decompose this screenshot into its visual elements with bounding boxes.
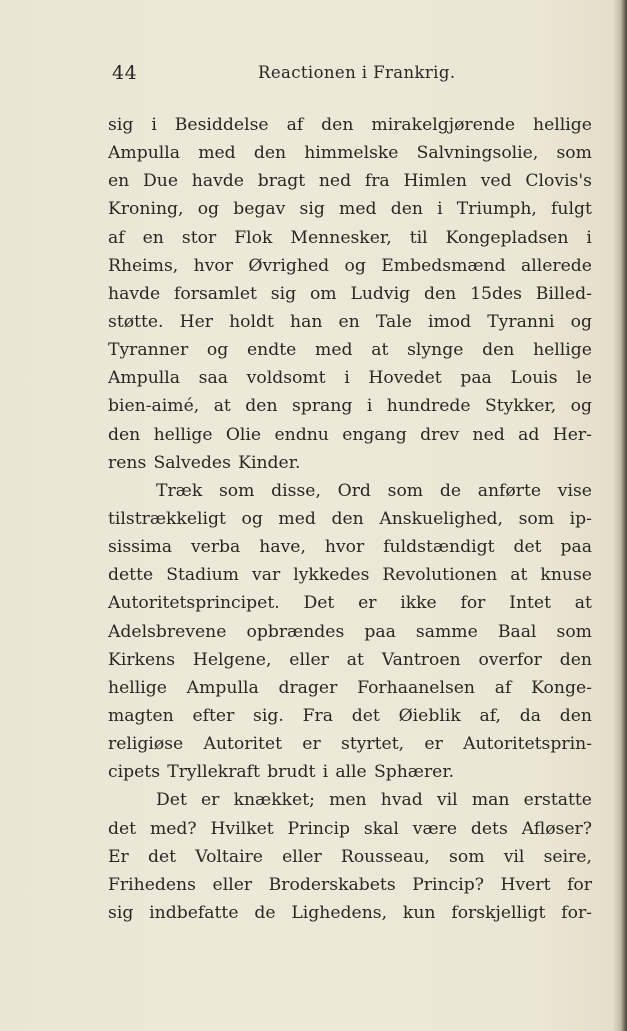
- text-line: [108, 815, 592, 843]
- word: som: [556, 621, 592, 642]
- word: den: [321, 115, 354, 135]
- word: skal: [363, 818, 399, 839]
- text-line: [108, 336, 592, 364]
- word: Det: [303, 593, 335, 614]
- word: forskjelligt: [451, 902, 546, 923]
- word: at: [510, 565, 528, 586]
- word: imod: [428, 311, 472, 332]
- word: Ampulla: [108, 368, 181, 389]
- text-line: [108, 252, 592, 280]
- word: ad: [518, 424, 540, 445]
- word: Intet: [509, 593, 552, 614]
- word: seire,: [543, 846, 592, 867]
- word: som: [556, 143, 592, 164]
- word: hvad: [380, 790, 423, 811]
- word: ip-: [569, 508, 592, 529]
- word: i: [344, 368, 350, 389]
- text-line: [108, 618, 592, 646]
- word: dets: [470, 818, 508, 839]
- word: den: [482, 340, 515, 361]
- word: i: [586, 227, 592, 248]
- word: fuldstændigt: [383, 537, 495, 558]
- text-line: [108, 111, 592, 139]
- word: er: [201, 790, 220, 811]
- text-line: [108, 364, 592, 392]
- word: er: [424, 734, 443, 755]
- word: Kroning,: [108, 199, 184, 220]
- word: Princip?: [412, 874, 484, 895]
- word: religiøse: [108, 734, 184, 755]
- word: Tale: [375, 311, 412, 332]
- word: Tryllekraft: [167, 762, 260, 783]
- text-line: [108, 730, 592, 758]
- word: en: [142, 227, 164, 248]
- word: og: [570, 311, 592, 332]
- word: af: [494, 677, 512, 698]
- word: begav: [233, 199, 286, 220]
- word: sig: [108, 902, 134, 923]
- word: Autoritetsprincipet.: [108, 593, 280, 614]
- word: Anskuelighed,: [379, 508, 503, 529]
- word: ned: [472, 424, 505, 445]
- word: Broderskabets: [268, 874, 396, 895]
- word: Louis: [510, 368, 558, 389]
- word: Kinder.: [238, 452, 301, 473]
- word: den: [253, 143, 287, 164]
- word: med: [339, 199, 377, 220]
- word: støtte.: [108, 311, 164, 332]
- text-line: [108, 786, 592, 814]
- word: sig: [299, 199, 325, 220]
- word: han: [290, 311, 323, 332]
- body-text: [108, 111, 592, 927]
- text-line: [108, 392, 592, 420]
- word: Stykker,: [485, 396, 557, 417]
- word: Himlen: [403, 171, 467, 192]
- word: endte: [246, 340, 297, 361]
- word: Øieblik: [398, 705, 461, 726]
- word: engang: [342, 424, 407, 445]
- word: opbrændes: [246, 621, 345, 642]
- word: en: [338, 311, 360, 332]
- word: Lighedens,: [291, 902, 388, 923]
- word: Kongepladsen: [445, 227, 569, 248]
- page-edge-shadow: [613, 0, 627, 1031]
- word: det: [351, 705, 380, 726]
- word: eller: [282, 846, 322, 867]
- word: overfor: [478, 649, 542, 670]
- word: Ampulla: [186, 677, 259, 698]
- word: med: [198, 143, 236, 164]
- word: Rousseau,: [340, 846, 430, 867]
- word: og: [197, 199, 220, 220]
- word: tilstrækkeligt: [108, 508, 226, 529]
- word: med?: [149, 818, 197, 839]
- word: stor: [181, 227, 217, 248]
- word: drev: [420, 424, 460, 445]
- word: hundrede: [386, 396, 471, 417]
- word: for: [460, 593, 486, 614]
- word: havde: [108, 283, 161, 304]
- text-line: [108, 421, 592, 449]
- word: endnu: [274, 424, 329, 445]
- word: Forhaanelsen: [357, 677, 476, 698]
- word: paa: [460, 368, 492, 389]
- text-line: [108, 195, 592, 223]
- word: forsamlet: [174, 283, 257, 304]
- word: Ludvig: [350, 283, 411, 304]
- word: Besiddelse: [174, 115, 269, 135]
- text-line: [108, 589, 592, 617]
- word: Her-: [552, 424, 592, 445]
- word: indbefatte: [149, 902, 239, 923]
- word: som: [518, 508, 555, 529]
- word: samme: [415, 621, 478, 642]
- text-line: [108, 561, 592, 589]
- word: bien-aimé,: [108, 396, 200, 417]
- word: Tyranner: [108, 340, 189, 361]
- word: Autoritetsprin-: [463, 734, 592, 755]
- word: Afløser?: [521, 818, 592, 839]
- word: Stadium: [166, 565, 239, 586]
- word: af: [286, 115, 304, 135]
- word: den: [390, 199, 423, 220]
- word: allerede: [520, 255, 592, 276]
- word: magten: [108, 705, 174, 726]
- page-header: [112, 62, 592, 90]
- word: og: [206, 340, 229, 361]
- word: var: [252, 565, 281, 586]
- word: hellige: [153, 424, 213, 445]
- word: himmelske: [304, 143, 399, 164]
- word: man: [471, 790, 510, 811]
- word: Fra: [302, 705, 333, 726]
- word: Hvilket: [210, 818, 274, 839]
- text-line: [108, 702, 592, 730]
- word: verba: [190, 537, 241, 558]
- word: i: [366, 396, 373, 417]
- word: bragt: [257, 171, 306, 192]
- word: den: [559, 705, 592, 726]
- word: Hovedet: [368, 368, 442, 389]
- word: eller: [212, 874, 253, 895]
- word: den: [245, 396, 278, 417]
- word: erstatte: [523, 790, 592, 811]
- word: alle: [335, 762, 367, 783]
- word: de: [254, 902, 276, 923]
- word: i: [437, 199, 443, 220]
- word: eller: [289, 649, 329, 670]
- word: Øvrighed: [248, 255, 330, 276]
- running-title: Reactionen i Frankrig.: [258, 63, 456, 82]
- word: Salvningsolie,: [416, 143, 539, 164]
- word: ved: [480, 171, 512, 192]
- word: anførte: [477, 480, 542, 501]
- text-line: [108, 449, 592, 477]
- word: Clovis's: [525, 171, 592, 192]
- word: til: [409, 227, 428, 248]
- text-line: [108, 758, 592, 786]
- word: Flok: [234, 227, 273, 248]
- word: cipets: [108, 762, 161, 783]
- word: vise: [557, 480, 592, 501]
- word: hellige: [533, 340, 592, 361]
- text-line: [108, 674, 592, 702]
- word: at: [213, 396, 231, 417]
- word: hellige: [108, 677, 167, 698]
- word: have,: [259, 537, 306, 558]
- word: og: [570, 396, 592, 417]
- word: knækket;: [233, 790, 315, 811]
- word: være: [412, 818, 457, 839]
- word: den: [423, 283, 457, 304]
- word: Autoritet: [203, 734, 282, 755]
- word: sprang: [292, 396, 353, 417]
- word: Rheims,: [108, 255, 179, 276]
- word: det: [147, 846, 177, 867]
- word: hvor: [193, 255, 233, 276]
- word: er: [302, 734, 321, 755]
- text-line: [108, 899, 592, 927]
- word: mirakelgjørende: [371, 115, 516, 135]
- word: sig: [270, 283, 297, 304]
- word: fulgt: [551, 199, 592, 220]
- text-line: [108, 224, 592, 252]
- text-line: [108, 477, 592, 505]
- word: Er: [108, 846, 129, 867]
- word: Sphærer.: [373, 762, 455, 783]
- word: hellige: [533, 115, 592, 135]
- text-line: [108, 139, 592, 167]
- word: Vantroen: [381, 649, 461, 670]
- word: for: [567, 874, 592, 895]
- word: Helgene,: [192, 649, 272, 670]
- word: Due: [143, 171, 179, 192]
- word: sig.: [253, 705, 284, 726]
- word: Billed-: [535, 283, 592, 304]
- word: Voltaire: [195, 846, 263, 867]
- word: Konge-: [531, 677, 592, 698]
- word: at: [346, 649, 364, 670]
- word: Det: [156, 790, 187, 811]
- word: da: [519, 705, 541, 726]
- word: Her: [179, 311, 214, 332]
- word: og: [241, 508, 263, 529]
- word: brudt: [267, 762, 316, 783]
- word: Frihedens: [108, 874, 196, 895]
- word: le: [576, 368, 592, 389]
- word: 15des: [470, 283, 522, 304]
- word: det: [108, 818, 137, 839]
- word: Tyranni: [487, 311, 555, 332]
- text-line: [108, 533, 592, 561]
- word: efter: [192, 705, 235, 726]
- word: Revolutionen: [382, 565, 498, 586]
- word: en: [108, 171, 130, 192]
- word: af: [108, 227, 125, 248]
- word: Embedsmænd: [381, 255, 506, 276]
- word: fra: [364, 171, 390, 192]
- word: med: [315, 340, 353, 361]
- word: sissima: [108, 537, 172, 558]
- word: og: [344, 255, 366, 276]
- word: styrtet,: [341, 734, 405, 755]
- word: Træk: [156, 480, 203, 501]
- word: ikke: [400, 593, 437, 614]
- word: men: [329, 790, 367, 811]
- word: havde: [191, 171, 244, 192]
- word: drager: [278, 677, 338, 698]
- word: i: [322, 762, 329, 783]
- word: disse,: [271, 480, 321, 501]
- word: Triumph,: [456, 199, 537, 220]
- word: Ord: [337, 480, 371, 501]
- word: er: [358, 593, 377, 614]
- word: vil: [436, 790, 458, 811]
- word: rens: [108, 452, 147, 473]
- word: som: [218, 480, 255, 501]
- word: holdt: [229, 311, 274, 332]
- word: den: [559, 649, 592, 670]
- page-number: 44: [112, 62, 138, 84]
- word: for-: [561, 902, 592, 923]
- word: hvor: [324, 537, 365, 558]
- text-line: [108, 871, 592, 899]
- word: i: [151, 115, 157, 135]
- text-line: [108, 843, 592, 871]
- text-line: [108, 308, 592, 336]
- text-line: [108, 646, 592, 674]
- word: Ampulla: [108, 143, 181, 164]
- word: kun: [402, 902, 436, 923]
- word: den: [331, 508, 364, 529]
- word: som: [387, 480, 424, 501]
- word: om: [309, 283, 337, 304]
- text-line: [108, 505, 592, 533]
- word: Princip: [287, 818, 351, 839]
- word: Salvedes: [153, 452, 231, 473]
- word: det: [513, 537, 542, 558]
- word: ned: [318, 171, 352, 192]
- word: sig: [108, 115, 134, 135]
- word: med: [278, 508, 316, 529]
- word: Kirkens: [108, 649, 176, 670]
- word: de: [439, 480, 461, 501]
- word: slynge: [407, 340, 464, 361]
- word: Olie: [225, 424, 262, 445]
- word: Baal: [497, 621, 537, 642]
- word: Mennesker,: [290, 227, 392, 248]
- word: knuse: [540, 565, 592, 586]
- text-line: [108, 280, 592, 308]
- word: dette: [108, 565, 154, 586]
- word: voldsomt: [246, 368, 326, 389]
- word: vil: [503, 846, 525, 867]
- word: saa: [198, 368, 228, 389]
- word: at: [574, 593, 592, 614]
- word: som: [449, 846, 485, 867]
- word: lykkedes: [293, 565, 370, 586]
- word: af,: [479, 705, 501, 726]
- text-line: [108, 167, 592, 195]
- word: paa: [364, 621, 396, 642]
- word: paa: [560, 537, 592, 558]
- word: den: [108, 424, 141, 445]
- word: Hvert: [500, 874, 551, 895]
- word: Adelsbrevene: [108, 621, 227, 642]
- word: at: [371, 340, 389, 361]
